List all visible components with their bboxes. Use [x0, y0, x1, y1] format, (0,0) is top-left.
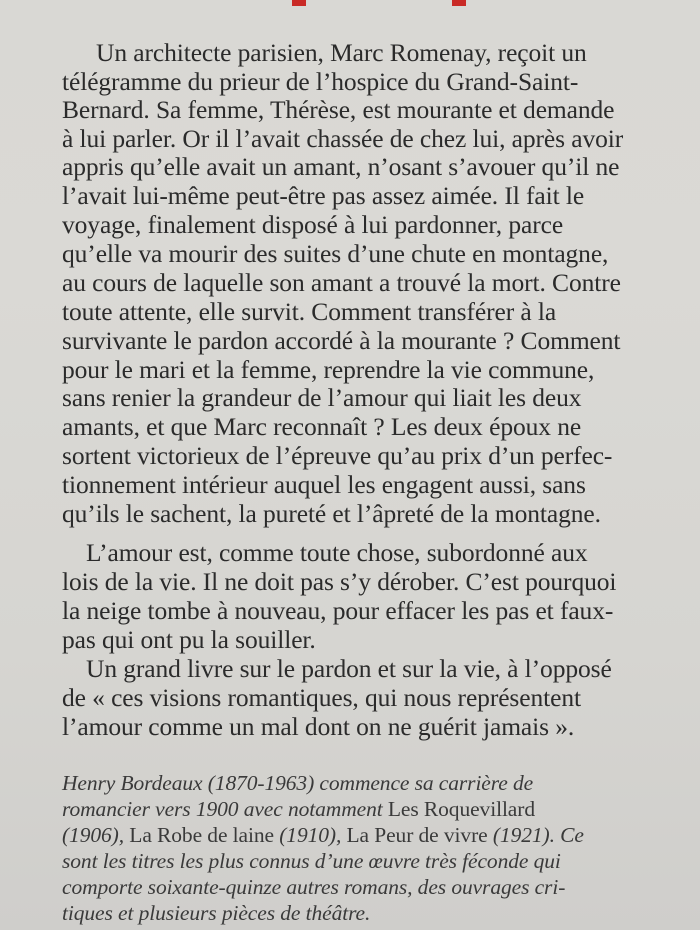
bio-line — [62, 822, 584, 848]
text-line: l’avait lui-même peut-être pas assez aimée. Il fait le — [62, 181, 585, 210]
text-line: à lui parler. Or il l’avait chassée de chez lui, après avoir — [62, 124, 624, 153]
bio-line: tiques et plusieurs pièces de théâtre. — [62, 901, 371, 925]
bio-text: (1921). Ce — [487, 823, 584, 847]
book-title: La Peur de vivre — [346, 823, 488, 847]
text-line: survivante le pardon accordé à la mourante ? Comment — [62, 326, 621, 355]
text-line: Un grand livre sur le pardon et sur la vie, à l’opposé — [86, 654, 612, 683]
book-title: Les Roquevillard — [387, 797, 535, 821]
bio-line: sont les titres les plus connus d’une œuvre très féconde qui — [62, 849, 561, 873]
text-line: pour le mari et la femme, reprendre la vie commune, — [62, 355, 595, 384]
text-line: sortent victorieux de l’épreuve qu’au prix d’un perfec- — [62, 441, 613, 470]
bio-line: Henry Bordeaux (1870-1963) commence sa carrière de — [62, 771, 534, 795]
text-line: L’amour est, comme toute chose, subordonné aux — [86, 538, 588, 567]
text-line: qu’ils le sachent, la pureté et l’âpreté de la montagne. — [62, 499, 601, 528]
text-line: appris qu’elle avait un amant, n’osant s’avouer qu’il ne — [62, 152, 620, 181]
text-line: Un architecte parisien, Marc Romenay, reçoit un — [96, 38, 587, 67]
text-line: l’amour comme un mal dont on ne guérit jamais ». — [62, 712, 575, 741]
text-line: télégramme du prieur de l’hospice du Grand-Saint- — [62, 67, 579, 96]
text-line: toute attente, elle survit. Comment transférer à la — [62, 297, 557, 326]
bio-text: (1910), — [273, 823, 347, 847]
text-line: la neige tombe à nouveau, pour effacer les pas et faux- — [62, 596, 614, 625]
bio-text: (1906), — [62, 823, 130, 847]
text-line: qu’elle va mourir des suites d’une chute en montagne, — [62, 239, 609, 268]
text-line: Bernard. Sa femme, Thérèse, est mourante et demande — [62, 95, 615, 124]
text-line: pas qui ont pu la souiller. — [62, 625, 316, 654]
text-line: sans renier la grandeur de l’amour qui liait les deux — [62, 383, 582, 412]
text-line: de « ces visions romantiques, qui nous représentent — [62, 683, 581, 712]
text-line: lois de la vie. Il ne doit pas s’y dérober. C’est pourquoi — [62, 567, 617, 596]
text-line: amants, et que Marc reconnaît ? Les deux époux ne — [62, 412, 582, 441]
bio-line — [62, 796, 535, 822]
text-line: au cours de laquelle son amant a trouvé la mort. Contre — [62, 268, 621, 297]
text-line: tionnement intérieur auquel les engagent aussi, sans — [62, 470, 586, 499]
bio-line: comporte soixante-quinze autres romans, des ouvrages cri- — [62, 875, 566, 899]
text-line: voyage, finalement disposé à lui pardonner, parce — [62, 210, 564, 239]
book-title: La Robe de laine — [129, 823, 274, 847]
bio-text: romancier vers 1900 avec notamment — [62, 797, 388, 821]
